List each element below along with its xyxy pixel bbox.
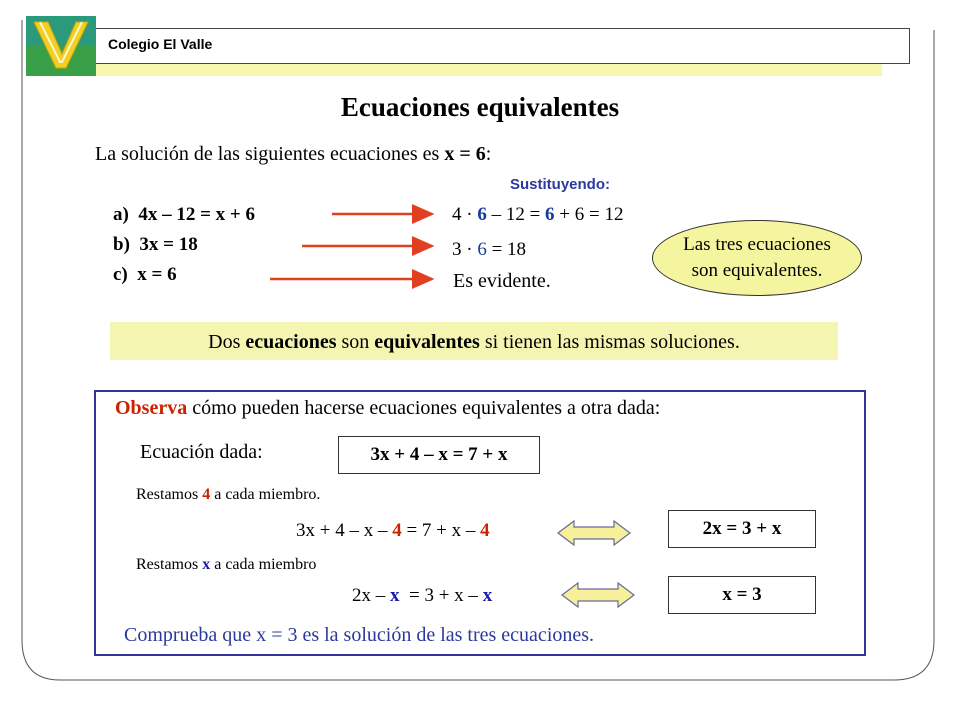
double-arrow-1-icon: [556, 518, 632, 548]
step2-result-box: [668, 576, 816, 614]
definition-keyword: ecuaciones: [245, 331, 337, 353]
step2-eq-value: x: [482, 585, 493, 606]
step1-value: 4: [202, 486, 211, 503]
step1-eq-value: 4: [392, 520, 402, 541]
intro-solution: x = 6: [444, 143, 486, 165]
definition-text: [110, 331, 838, 354]
substitution-c: Es evidente.: [453, 270, 551, 292]
sub-a-value: 6: [477, 204, 487, 225]
intro-colon: :: [485, 143, 492, 165]
page-title: Ecuaciones equivalentes: [340, 92, 620, 122]
step1-result-box: [668, 510, 816, 548]
sub-a-value: 6: [545, 204, 555, 225]
step1-instruction: [136, 486, 320, 504]
step1-tail: a cada miembro.: [210, 486, 321, 503]
step2-tail: a cada miembro: [210, 556, 317, 573]
definition-part: Dos: [208, 331, 246, 353]
definition-part: si tienen las mismas soluciones.: [479, 331, 740, 353]
sub-b-value: 6: [477, 239, 487, 260]
step1-text: Restamos: [136, 486, 203, 503]
intro-text: La solución de las siguientes ecuaciones es: [95, 143, 445, 165]
double-arrow-2-icon: [560, 580, 636, 610]
sub-b-part: 3 ·: [452, 239, 478, 260]
equation-b-label: b): [113, 234, 130, 255]
definition-keyword: equivalentes: [374, 331, 480, 353]
observe-heading: [115, 397, 660, 420]
definition-part: son: [336, 331, 375, 353]
given-equation: 3x + 4 – x = 7 + x: [370, 444, 508, 465]
sub-a-part: 4 ·: [452, 204, 478, 225]
step2-equation: [352, 585, 492, 607]
equation-b-text: 3x = 18: [139, 234, 198, 255]
step1-eq-value: 4: [480, 520, 490, 541]
equation-a-text: 4x – 12 = x + 6: [138, 204, 255, 225]
equation-c-label: c): [113, 264, 128, 285]
step2-value: x: [202, 556, 211, 573]
step2-eq-part: = 3 + x –: [399, 585, 483, 606]
substitution-b: [452, 239, 526, 261]
callout-line-2: son equivalentes.: [691, 260, 823, 281]
step1-result: 2x = 3 + x: [702, 518, 782, 539]
sub-a-part: + 6 = 12: [554, 204, 624, 225]
step2-result: x = 3: [722, 584, 762, 605]
equivalent-callout: [652, 220, 862, 296]
substitution-heading: Sustituyendo:: [510, 176, 610, 193]
check-sentence: Comprueba que x = 3 es la solución de las tres ecuaciones.: [124, 624, 595, 646]
step2-instruction: [136, 556, 316, 574]
equation-c-text: x = 6: [137, 264, 177, 285]
step1-eq-part: = 7 + x –: [401, 520, 481, 541]
substitution-a: [452, 204, 623, 226]
step1-eq-part: 3x + 4 – x –: [296, 520, 393, 541]
callout-line-1: Las tres ecuaciones: [683, 234, 831, 255]
school-name: Colegio El Valle: [108, 36, 213, 52]
sub-a-part: – 12 =: [486, 204, 546, 225]
given-equation-box: [338, 436, 540, 474]
step2-eq-part: 2x –: [352, 585, 390, 606]
sub-b-part: = 18: [486, 239, 527, 260]
observe-rest: cómo pueden hacerse ecuaciones equivalentes a otra dada:: [187, 397, 661, 419]
step2-eq-value: x: [390, 585, 400, 606]
given-label: Ecuación dada:: [140, 441, 263, 463]
step2-text: Restamos: [136, 556, 203, 573]
observe-lead: Observa: [115, 397, 188, 419]
step1-equation: [296, 520, 490, 542]
equation-a-label: a): [113, 204, 129, 225]
